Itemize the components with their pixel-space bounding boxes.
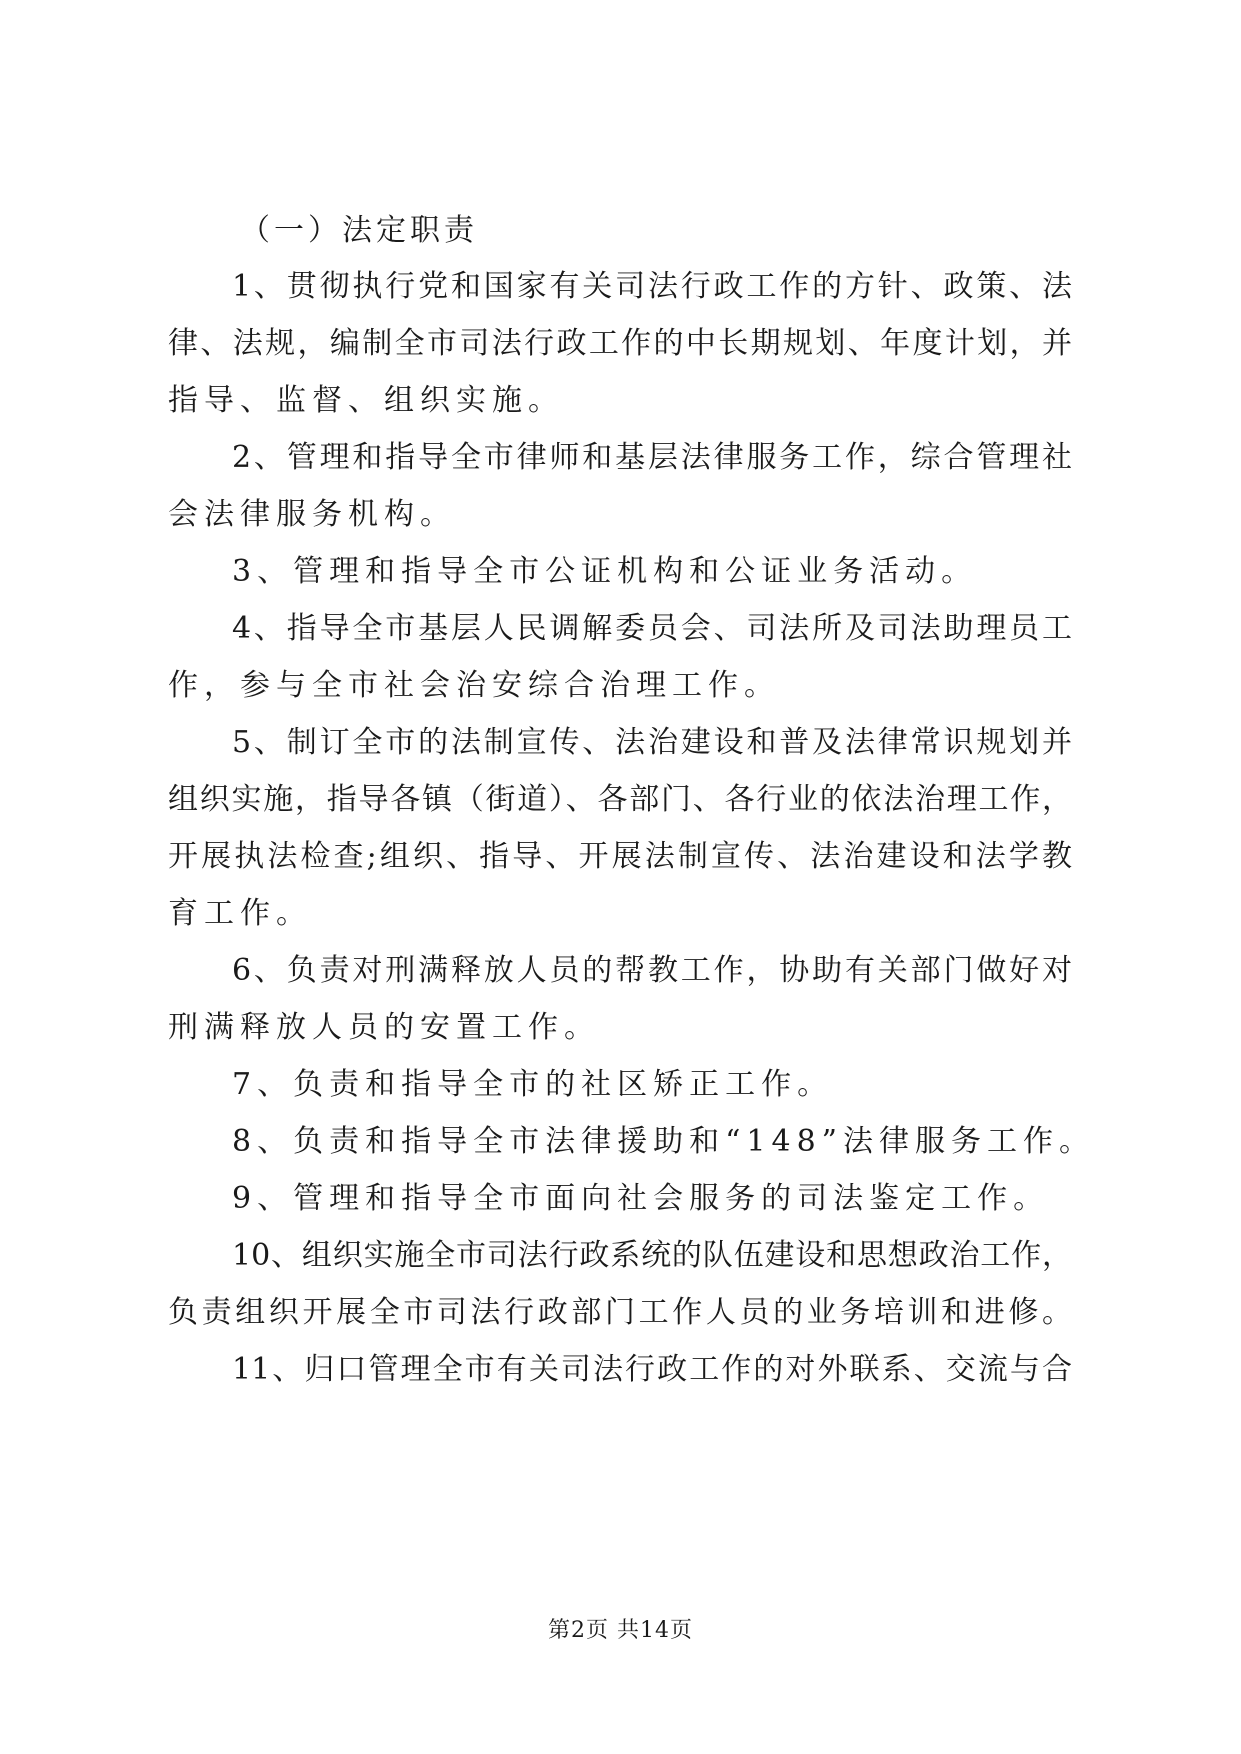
- text-line: 9、管理和指导全市面向社会服务的司法鉴定工作。: [232, 1181, 1050, 1216]
- text-line: 4、指导全市基层人民调解委员会、司法所及司法助理员工: [232, 611, 1072, 646]
- text-line: 10、组织实施全市司法行政系统的队伍建设和思想政治工作，: [232, 1238, 1072, 1273]
- text-line: 5、制订全市的法制宣传、法治建设和普及法律常识规划并: [232, 725, 1072, 760]
- text-line: 组织实施，指导各镇（街道）、各部门、各行业的依法治理工作，: [168, 782, 1072, 817]
- text-line: 8、负责和指导全市法律援助和“148”法律服务工作。: [232, 1124, 1096, 1159]
- text-line: 3、管理和指导全市公证机构和公证业务活动。: [232, 554, 978, 589]
- text-line: 刑满释放人员的安置工作。: [168, 1010, 600, 1045]
- text-line: 2、管理和指导全市律师和基层法律服务工作，综合管理社: [232, 440, 1072, 475]
- text-line: 负责组织开展全市司法行政部门工作人员的业务培训和进修。: [168, 1295, 1072, 1330]
- text-line: 育工作。: [168, 896, 312, 931]
- text-line: 开展执法检查;组织、指导、开展法制宣传、法治建设和法学教: [168, 839, 1072, 874]
- section-heading: （一）法定职责: [240, 213, 478, 248]
- text-line: 6、负责对刑满释放人员的帮教工作，协助有关部门做好对: [232, 953, 1072, 988]
- text-line: 会法律服务机构。: [168, 497, 456, 532]
- text-line: 7、负责和指导全市的社区矫正工作。: [232, 1067, 834, 1102]
- text-line: 律、法规，编制全市司法行政工作的中长期规划、年度计划，并: [168, 326, 1072, 361]
- text-line: 作，参与全市社会治安综合治理工作。: [168, 668, 780, 703]
- page-footer: 第2页 共14页: [548, 1618, 693, 1643]
- text-line: 11、归口管理全市有关司法行政工作的对外联系、交流与合: [232, 1352, 1072, 1387]
- text-line: 1、贯彻执行党和国家有关司法行政工作的方针、政策、法: [232, 269, 1072, 304]
- text-line: 指导、监督、组织实施。: [168, 383, 564, 418]
